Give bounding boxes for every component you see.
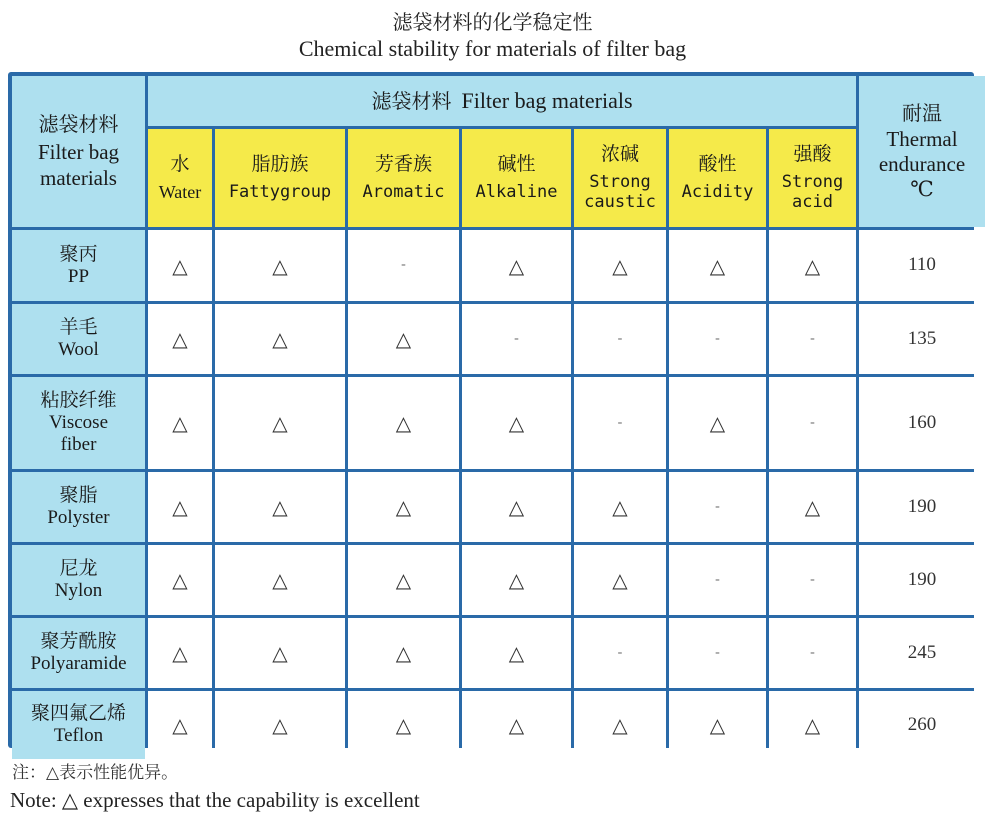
rating-mark: △ — [612, 568, 628, 592]
rating-mark: △ — [272, 327, 288, 351]
thermal-cell — [859, 472, 985, 542]
rating-mark: △ — [508, 495, 525, 519]
table-cell — [348, 691, 459, 759]
rating-mark: △ — [709, 411, 726, 435]
rating-mark: △ — [804, 495, 821, 519]
thermal-cell — [859, 230, 985, 301]
table-cell — [348, 545, 459, 615]
rating-mark: △ — [508, 411, 525, 435]
table-cell — [148, 304, 212, 374]
rating-mark: - — [810, 414, 815, 430]
row-label-en: Nylon — [54, 580, 103, 601]
rating-mark: △ — [709, 253, 726, 278]
table-cell — [769, 230, 856, 301]
column-header-en-line1: Strong — [589, 172, 651, 192]
rating-mark: △ — [612, 713, 628, 737]
table-cell — [769, 691, 856, 759]
table-cell — [669, 377, 766, 469]
header-thermal-en-line1: Thermal — [886, 126, 958, 151]
row-label-en-line2: fiber — [60, 434, 97, 456]
rating-mark: △ — [172, 495, 188, 519]
row-label-en: Polyaramide — [30, 653, 127, 674]
row-label-cn: 聚丙 — [59, 242, 98, 265]
row-label-polyster — [12, 472, 145, 542]
page-title-en: Chemical stability for materials of filter bag — [298, 36, 687, 61]
row-label-en: Teflon — [53, 725, 104, 746]
table-cell — [462, 691, 571, 759]
rating-mark: - — [715, 330, 720, 346]
rating-mark: △ — [395, 327, 412, 351]
row-label-cn: 羊毛 — [59, 316, 98, 339]
table-cell — [462, 304, 571, 374]
table-cell — [215, 304, 345, 374]
row-label-wool — [12, 304, 145, 374]
rating-mark: △ — [804, 253, 821, 278]
header-thermal-unit: ℃ — [910, 177, 934, 202]
column-header-cn: 浓碱 — [600, 143, 639, 166]
header-material-en-line1: Filter bag — [37, 140, 120, 165]
table-cell — [669, 545, 766, 615]
thermal-value: 190 — [907, 568, 937, 590]
rating-mark: △ — [272, 495, 288, 519]
rating-mark: △ — [272, 713, 288, 737]
table-cell — [462, 377, 571, 469]
thermal-cell — [859, 545, 985, 615]
rating-mark: △ — [804, 713, 821, 737]
table-cell — [669, 472, 766, 542]
table-cell — [148, 472, 212, 542]
table-cell — [348, 472, 459, 542]
column-header-cn: 酸性 — [698, 153, 737, 176]
column-header-en: Fattygroup — [228, 182, 332, 203]
table-cell — [669, 691, 766, 759]
table-cell — [348, 618, 459, 688]
header-material — [12, 76, 145, 227]
table-cell — [148, 230, 212, 301]
row-label-pp — [12, 230, 145, 301]
header-thermal — [859, 76, 985, 227]
table-cell — [769, 377, 856, 469]
row-label-cn: 粘胶纤维 — [40, 388, 117, 411]
rating-mark: - — [617, 330, 623, 346]
column-header-en-line2: acid — [792, 192, 833, 213]
row-label-viscose-fiber — [12, 377, 145, 469]
table-cell — [769, 545, 856, 615]
row-label-teflon — [12, 691, 145, 759]
column-header-cn: 水 — [170, 152, 190, 175]
rating-mark: △ — [172, 327, 188, 351]
rating-mark: △ — [272, 253, 288, 278]
thermal-cell — [859, 691, 985, 759]
table-cell — [769, 618, 856, 688]
column-header-fattygroup — [215, 129, 345, 227]
chemical-stability-table — [8, 72, 974, 748]
row-label-polyaramide — [12, 618, 145, 688]
thermal-value: 160 — [907, 411, 937, 433]
table-cell — [669, 304, 766, 374]
column-header-en: Water — [158, 181, 202, 202]
rating-mark: △ — [508, 713, 525, 737]
column-header-aromatic — [348, 129, 459, 227]
column-header-cn: 强酸 — [793, 143, 832, 166]
table-cell — [462, 545, 571, 615]
rating-mark: △ — [508, 641, 525, 665]
rating-mark: △ — [612, 253, 628, 278]
rating-mark: - — [810, 644, 815, 660]
rating-mark: - — [810, 330, 815, 346]
row-label-en-line1: Viscose — [48, 411, 108, 433]
thermal-value: 190 — [907, 495, 937, 517]
row-label-nylon — [12, 545, 145, 615]
rating-mark: △ — [172, 253, 188, 278]
rating-mark: △ — [395, 641, 412, 665]
rating-mark: - — [715, 571, 720, 587]
table-cell — [769, 472, 856, 542]
rating-mark: △ — [508, 253, 525, 278]
table-cell — [574, 377, 666, 469]
rating-mark: - — [715, 498, 720, 514]
column-header-water — [148, 129, 212, 227]
table-cell — [215, 691, 345, 759]
note-en: Note: △ expresses that the capability is excellent — [10, 788, 420, 812]
rating-mark: △ — [172, 641, 188, 665]
table-cell — [769, 304, 856, 374]
column-header-cn: 碱性 — [497, 153, 536, 176]
header-group-cn: 滤袋材料 — [371, 89, 452, 113]
table-cell — [574, 304, 666, 374]
note-cn: 注：△表示性能优异。 — [12, 763, 179, 783]
header-group-en: Filter bag materials — [461, 87, 633, 113]
table-cell — [574, 230, 666, 301]
row-label-cn: 尼龙 — [59, 557, 98, 580]
header-thermal-cn: 耐温 — [902, 100, 942, 125]
thermal-cell — [859, 618, 985, 688]
table-cell — [574, 618, 666, 688]
rating-mark: - — [401, 257, 406, 273]
rating-mark: △ — [172, 568, 188, 592]
column-header-strong-caustic — [574, 129, 666, 227]
rating-mark: - — [617, 414, 623, 430]
table-cell — [148, 618, 212, 688]
column-header-strong-acid — [769, 129, 856, 227]
table-cell — [574, 472, 666, 542]
column-header-acidity — [669, 129, 766, 227]
table-cell — [148, 691, 212, 759]
row-label-en: PP — [67, 265, 90, 287]
table-cell — [215, 545, 345, 615]
table-cell — [348, 304, 459, 374]
header-material-cn: 滤袋材料 — [38, 112, 119, 137]
thermal-value: 245 — [907, 641, 937, 663]
table-cell — [215, 472, 345, 542]
column-header-cn: 芳香族 — [374, 153, 432, 176]
table-cell — [348, 377, 459, 469]
header-group — [148, 76, 856, 126]
rating-mark: △ — [508, 568, 525, 592]
table-cell — [462, 230, 571, 301]
rating-mark: △ — [272, 411, 288, 435]
header-thermal-en-line2: endurance — [878, 151, 966, 176]
table-cell — [148, 377, 212, 469]
rating-mark: △ — [395, 568, 412, 592]
table-cell — [574, 545, 666, 615]
rating-mark: △ — [612, 495, 628, 519]
rating-mark: - — [715, 644, 720, 660]
table-cell — [462, 618, 571, 688]
rating-mark: △ — [395, 713, 412, 737]
row-label-cn: 聚四氟乙烯 — [30, 702, 126, 725]
column-header-alkaline — [462, 129, 571, 227]
rating-mark: △ — [172, 713, 188, 737]
column-header-en: Alkaline — [475, 182, 558, 203]
rating-mark: △ — [272, 641, 288, 665]
column-header-en: Aromatic — [362, 182, 445, 203]
table-cell — [215, 377, 345, 469]
table-cell — [348, 230, 459, 301]
thermal-cell — [859, 304, 985, 374]
column-header-en-line2: caustic — [584, 192, 656, 213]
thermal-value: 135 — [907, 327, 937, 349]
rating-mark: △ — [395, 411, 412, 435]
table-cell — [215, 230, 345, 301]
row-label-cn: 聚芳酰胺 — [40, 630, 117, 653]
row-label-cn: 聚脂 — [59, 484, 98, 507]
column-header-en: Acidity — [681, 182, 754, 203]
rating-mark: △ — [395, 495, 412, 519]
column-header-en-line1: Strong — [781, 172, 844, 192]
table-cell — [462, 472, 571, 542]
column-header-cn: 脂肪族 — [251, 153, 309, 176]
table-cell — [215, 618, 345, 688]
thermal-value: 260 — [907, 713, 937, 735]
rating-mark: △ — [172, 411, 188, 435]
thermal-value: 110 — [908, 254, 936, 276]
header-material-en-line2: materials — [40, 165, 117, 190]
rating-mark: △ — [272, 568, 288, 592]
row-label-en: Wool — [58, 339, 99, 360]
rating-mark: - — [514, 330, 519, 346]
page-title-cn: 滤袋材料的化学稳定性 — [392, 10, 593, 34]
row-label-en: Polyster — [47, 507, 110, 528]
table-cell — [574, 691, 666, 759]
rating-mark: - — [810, 571, 815, 587]
thermal-cell — [859, 377, 985, 469]
table-cell — [669, 230, 766, 301]
table-cell — [148, 545, 212, 615]
table-cell — [669, 618, 766, 688]
rating-mark: - — [617, 644, 623, 660]
rating-mark: △ — [709, 713, 726, 737]
